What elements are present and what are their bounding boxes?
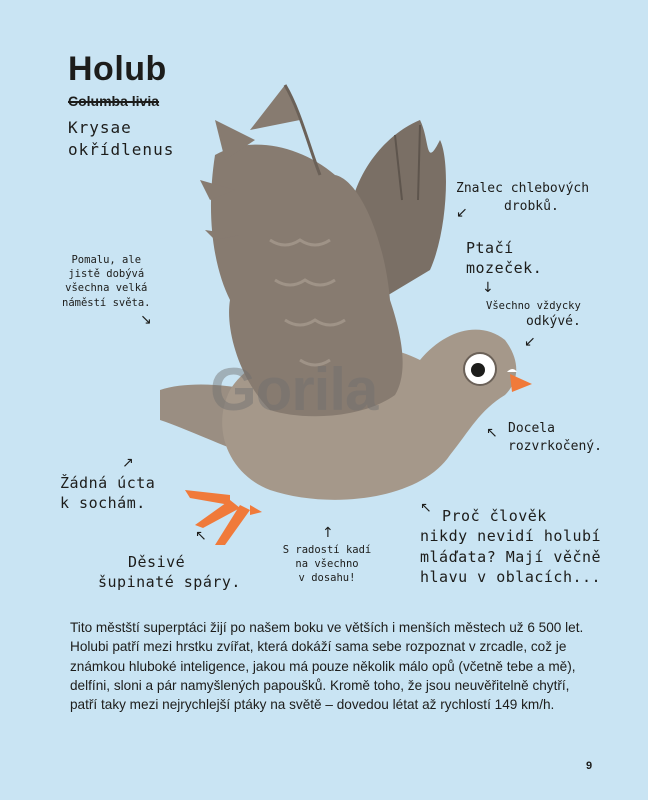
joke-latin-name: Krysae okřídlenus <box>68 118 175 159</box>
annotation-nods: Všechno vždycky odkývé. <box>486 300 581 330</box>
eye <box>464 353 496 385</box>
annotation-claws: Děsivé šupinaté spáry. <box>98 553 241 592</box>
latin-name: Columba livia <box>68 93 160 109</box>
annotation-bread-crumbs: Znalec chlebových drobků. <box>456 181 590 214</box>
arrow-icon: ↘ <box>140 312 152 328</box>
arrow-icon: ↖ <box>195 528 207 544</box>
annotation-baby-pigeons: Proč člověk nikdy nevidí holubí mláďata? Mají věčně hlavu v oblacích... <box>420 507 602 586</box>
annotation-poop: S radostí kadí na všechno v dosahu! <box>282 544 372 585</box>
arrow-icon: ↙ <box>524 334 536 350</box>
arrow-icon: ↖ <box>420 500 432 516</box>
arrow-icon: ↗ <box>122 455 134 471</box>
annotation-statues: Žádná úcta k sochám. <box>60 474 156 513</box>
body-paragraph: Tito městští superptáci žijí po našem boku ve větších i menších městech už 6 500 let. Holubi patří mezi hrstku zvířat, která dokáží sama sebe rozpoznat v zrcadle, což je známkou hluboké inteligence, jakou má pouze několik málo opů (včetně tebe a mě), delfíni, sloni a pár namyšlených papoušků. Kromě toho, že jsou neuvěřitelně chytří, patří taky mezi nejrychlejší ptáky na světě – dovedou létat až rychlostí 149 km/h. <box>70 620 584 713</box>
annotation-bird-brain: Ptačí mozeček. <box>466 239 543 278</box>
annotation-squares: Pomalu, ale jistě dobývá všechna velká náměstí světa. <box>62 254 151 309</box>
watermark: Gorila <box>210 356 378 423</box>
arrow-icon: ↓ <box>482 280 494 296</box>
arrow-icon: ↙ <box>456 205 468 221</box>
beak <box>510 374 532 392</box>
annotation-messy: Docela rozvrkočený. <box>508 421 602 454</box>
arrow-icon: ↑ <box>322 525 334 541</box>
page-number: 9 <box>586 760 593 772</box>
arrow-icon: ↖ <box>486 425 498 441</box>
page-title: Holub <box>68 50 167 88</box>
